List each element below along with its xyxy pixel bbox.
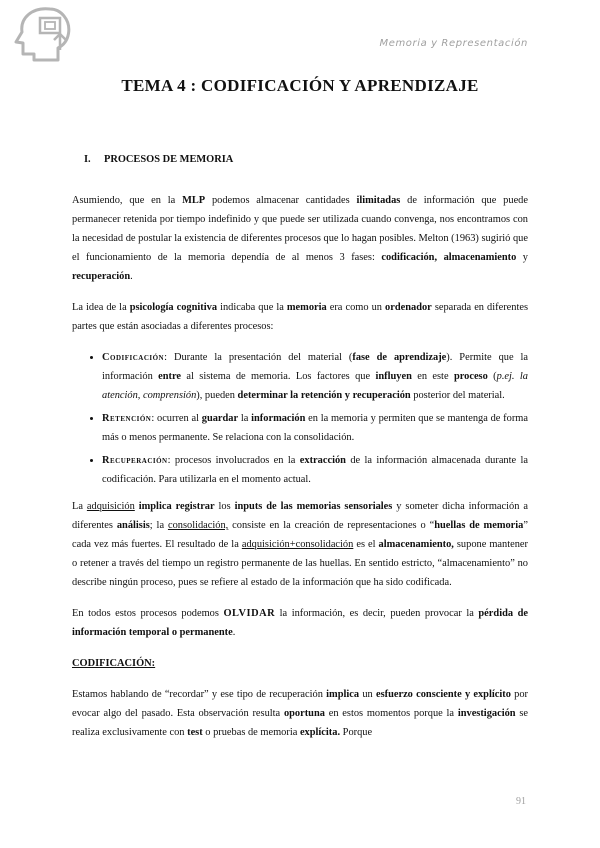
section-number: I.	[84, 154, 91, 165]
text: era como un	[326, 302, 386, 313]
list-item-recuperacion	[102, 451, 528, 489]
subheading	[72, 654, 528, 673]
text: La	[72, 501, 87, 512]
text: : procesos involucrados en la	[167, 455, 300, 466]
text-bold: implica	[326, 689, 360, 700]
text: consiste en la creación de representaciones o “	[228, 520, 435, 531]
text: ” cada vez más fuertes. El resultado de la	[72, 520, 528, 550]
text-bold: información	[251, 413, 306, 424]
text-bold: codificación, almacenamiento	[381, 252, 517, 263]
text-bold: investigación	[457, 708, 516, 719]
text-bold: entre	[158, 371, 182, 382]
list-item-retencion	[102, 409, 528, 447]
paragraph-2	[72, 298, 528, 336]
text: se realiza exclusivamente con	[72, 708, 528, 738]
text-bold: fase de aprendizaje	[352, 352, 447, 363]
process-list	[72, 348, 528, 489]
list-item-codificacion	[102, 348, 528, 405]
text-bold: influyen	[375, 371, 412, 382]
text: podemos almacenar cantidades	[205, 195, 357, 206]
text: en estos momentos porque la	[324, 708, 458, 719]
text: ). Permite que la información	[102, 352, 529, 382]
text: La idea de la	[72, 302, 130, 313]
text-bold: test	[187, 727, 203, 738]
text: de información que puede permanecer retenida por tiempo indefinido y que puede ser utilizada cuando convenga, nos encontramos con la necesidad de postular la existencia de diferentes procesos que lo hagan posibles. Melton (1963) sugirió que el funcionamiento de la memoria dependía de al menos 3 fases:	[72, 195, 528, 263]
section-heading	[84, 150, 528, 169]
text-bold: huellas de memoria	[434, 520, 524, 531]
text-bold: inputs de las memorias sensoriales	[234, 501, 393, 512]
text: y someter dicha información a diferentes	[72, 501, 528, 531]
text: : ocurren al	[151, 413, 202, 424]
term: Recuperación	[102, 455, 168, 466]
text-bold: análisis	[116, 520, 150, 531]
text-bold: oportuna	[283, 708, 325, 719]
subheading-codificacion: CODIFICACIÓN:	[72, 658, 156, 669]
text-bold: ordenador	[385, 302, 432, 313]
text: Porque	[340, 727, 373, 738]
head-profile-icon	[10, 6, 80, 62]
text: Estamos hablando de “recordar” y ese tipo de recuperación	[72, 689, 327, 700]
text: .	[232, 627, 236, 638]
term: Retención	[102, 413, 152, 424]
paragraph-4	[72, 604, 528, 642]
text: (	[487, 371, 497, 382]
text: es el	[353, 539, 379, 550]
text: en este	[411, 371, 454, 382]
text-bold: pérdida de información temporal o permanente	[72, 608, 528, 638]
text: un	[359, 689, 376, 700]
text: en la memoria y permiten que se mantenga de forma más o menos permanente. Se relaciona con la consolidación.	[102, 413, 528, 443]
text: al sistema de memoria. Los factores que	[181, 371, 376, 382]
text-bold: proceso	[453, 371, 488, 382]
paragraph-1	[72, 191, 528, 286]
text: separada en diferentes partes que están asociadas a diferentes procesos:	[72, 302, 528, 332]
text-bold: MLP	[182, 195, 206, 206]
text-bold: memoria	[286, 302, 327, 313]
text: : Durante la presentación del material (	[164, 352, 353, 363]
page-number: 91	[516, 796, 526, 807]
text-bold: determinar la retención y recuperación	[237, 390, 411, 401]
text: ), pueden	[196, 390, 238, 401]
document-body	[72, 150, 528, 754]
text-bold: almacenamiento,	[378, 539, 454, 550]
text-bold: psicología cognitiva	[129, 302, 218, 313]
text: o pruebas de memoria	[202, 727, 300, 738]
text-bold: ilimitadas	[356, 195, 401, 206]
text-bold: esfuerzo consciente y explícito	[375, 689, 511, 700]
paragraph-5	[72, 685, 528, 742]
text: En todos estos procesos podemos	[72, 608, 224, 619]
text-underline: adquisición+consolidación	[241, 539, 354, 550]
text: indicaba que la	[217, 302, 287, 313]
text-bold: explícita.	[299, 727, 341, 738]
text-bold: recuperación	[72, 271, 131, 282]
text-bold: OLVIDAR	[223, 608, 276, 619]
text-bold: implica registrar	[138, 501, 215, 512]
text: la	[238, 413, 252, 424]
text-underline: consolidación,	[167, 520, 229, 531]
text: posterior del material.	[410, 390, 505, 401]
text-bold: guardar	[201, 413, 239, 424]
text-italic: p.ej. la atención, comprensión	[102, 371, 528, 401]
text: .	[130, 271, 133, 282]
term: Codificación	[102, 352, 165, 363]
text: ; la	[149, 520, 168, 531]
text-bold: extracción	[299, 455, 346, 466]
text: y	[516, 252, 529, 263]
text: de la información almacenada durante la codificación. Para utilizarla en el momento actual.	[102, 455, 529, 485]
text-underline: adquisición	[86, 501, 135, 512]
text: supone mantener o retener a través del tiempo un registro permanente de las huellas. En sentido estricto, “almacenamiento” no describe ningún proceso, pues se refiere al estado de la información que ha sido codificada.	[72, 539, 529, 588]
text: Asumiendo, que en la	[72, 195, 183, 206]
paragraph-3	[72, 497, 528, 592]
header-title: Memoria y Representación	[379, 38, 528, 49]
text: la información, es decir, pueden provocar la	[275, 608, 479, 619]
text: los	[214, 501, 235, 512]
section-label: PROCESOS DE MEMORIA	[104, 154, 234, 165]
page-title: TEMA 4 : CODIFICACIÓN Y APRENDIZAJE	[121, 76, 479, 95]
text: por evocar algo del pasado. Esta observación resulta	[72, 689, 528, 719]
